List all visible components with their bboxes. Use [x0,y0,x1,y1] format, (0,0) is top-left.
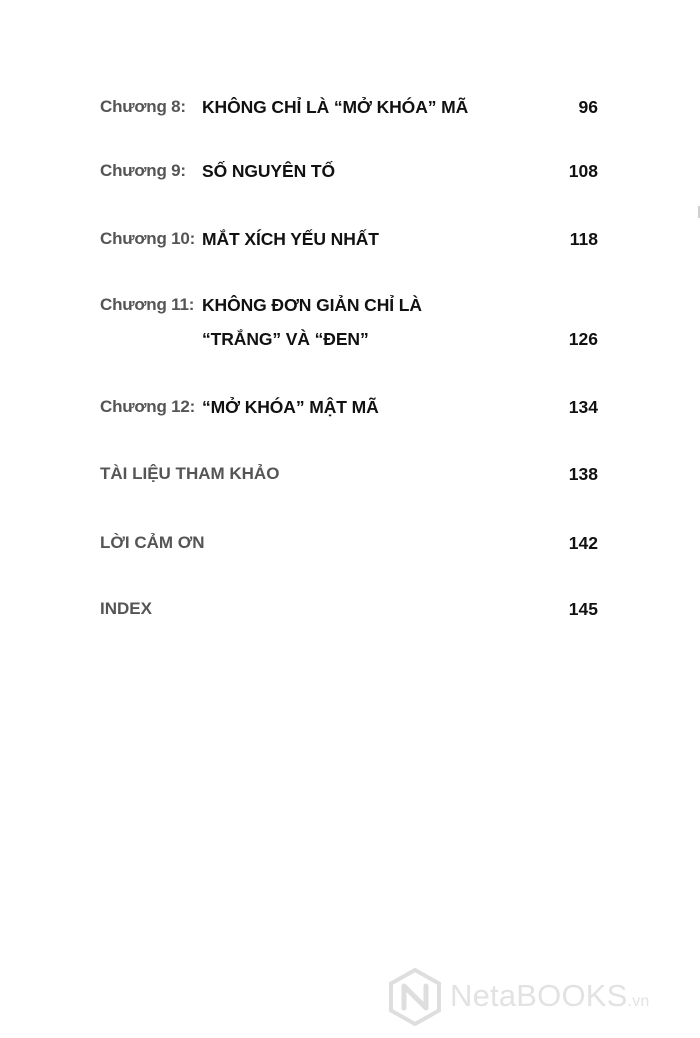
watermark [386,966,686,1030]
chapter-label: Chương 10: [100,229,196,248]
chapter-title-line: KHÔNG CHỈ LÀ “MỞ KHÓA” MÃ [202,97,469,117]
toc-entry-chapter-12 [100,390,600,424]
chapter-title-line: MẮT XÍCH YẾU NHẤT [202,229,379,249]
toc-entry-references [100,457,600,491]
page-number: 96 [578,97,598,117]
chapter-label: Chương 8: [100,97,186,116]
chapter-title [202,390,379,424]
page-number: 142 [568,533,598,553]
section-title: TÀI LIỆU THAM KHẢO [100,464,280,483]
netabooks-logo-icon [386,968,444,1026]
toc-entry-chapter-8 [100,90,600,124]
toc-entry-chapter-10 [100,222,600,256]
chapter-title [202,154,335,188]
chapter-title-line: SỐ NGUYÊN TỐ [202,161,335,181]
chapter-title-line: KHÔNG ĐƠN GIẢN CHỈ LÀ [202,295,422,315]
page-number: 134 [568,397,598,417]
page-number: 138 [568,464,598,484]
chapter-label: Chương 11: [100,295,195,314]
page-number: 126 [568,329,598,349]
section-title: LỜI CẢM ƠN [100,533,205,552]
section-title: INDEX [100,599,152,618]
chapter-label: Chương 9: [100,161,186,180]
watermark-brand: NetaBOOKS [450,978,628,1013]
chapter-title-line: “TRẮNG” VÀ “ĐEN” [202,329,369,349]
page-number: 118 [569,229,598,249]
chapter-title-line: “MỞ KHÓA” MẬT MÃ [202,397,379,417]
chapter-title [202,90,468,124]
page-number: 145 [568,599,598,619]
toc-entry-chapter-11 [100,288,600,356]
page-number: 108 [568,161,598,181]
chapter-title [202,288,422,356]
toc-entry-chapter-9 [100,154,600,188]
watermark-tld: .vn [627,993,650,1010]
toc-entry-acknowledgements [100,526,600,560]
chapter-label: Chương 12: [100,397,196,416]
watermark-text [450,978,650,1014]
chapter-title [202,222,379,256]
toc-entry-index [100,592,600,626]
